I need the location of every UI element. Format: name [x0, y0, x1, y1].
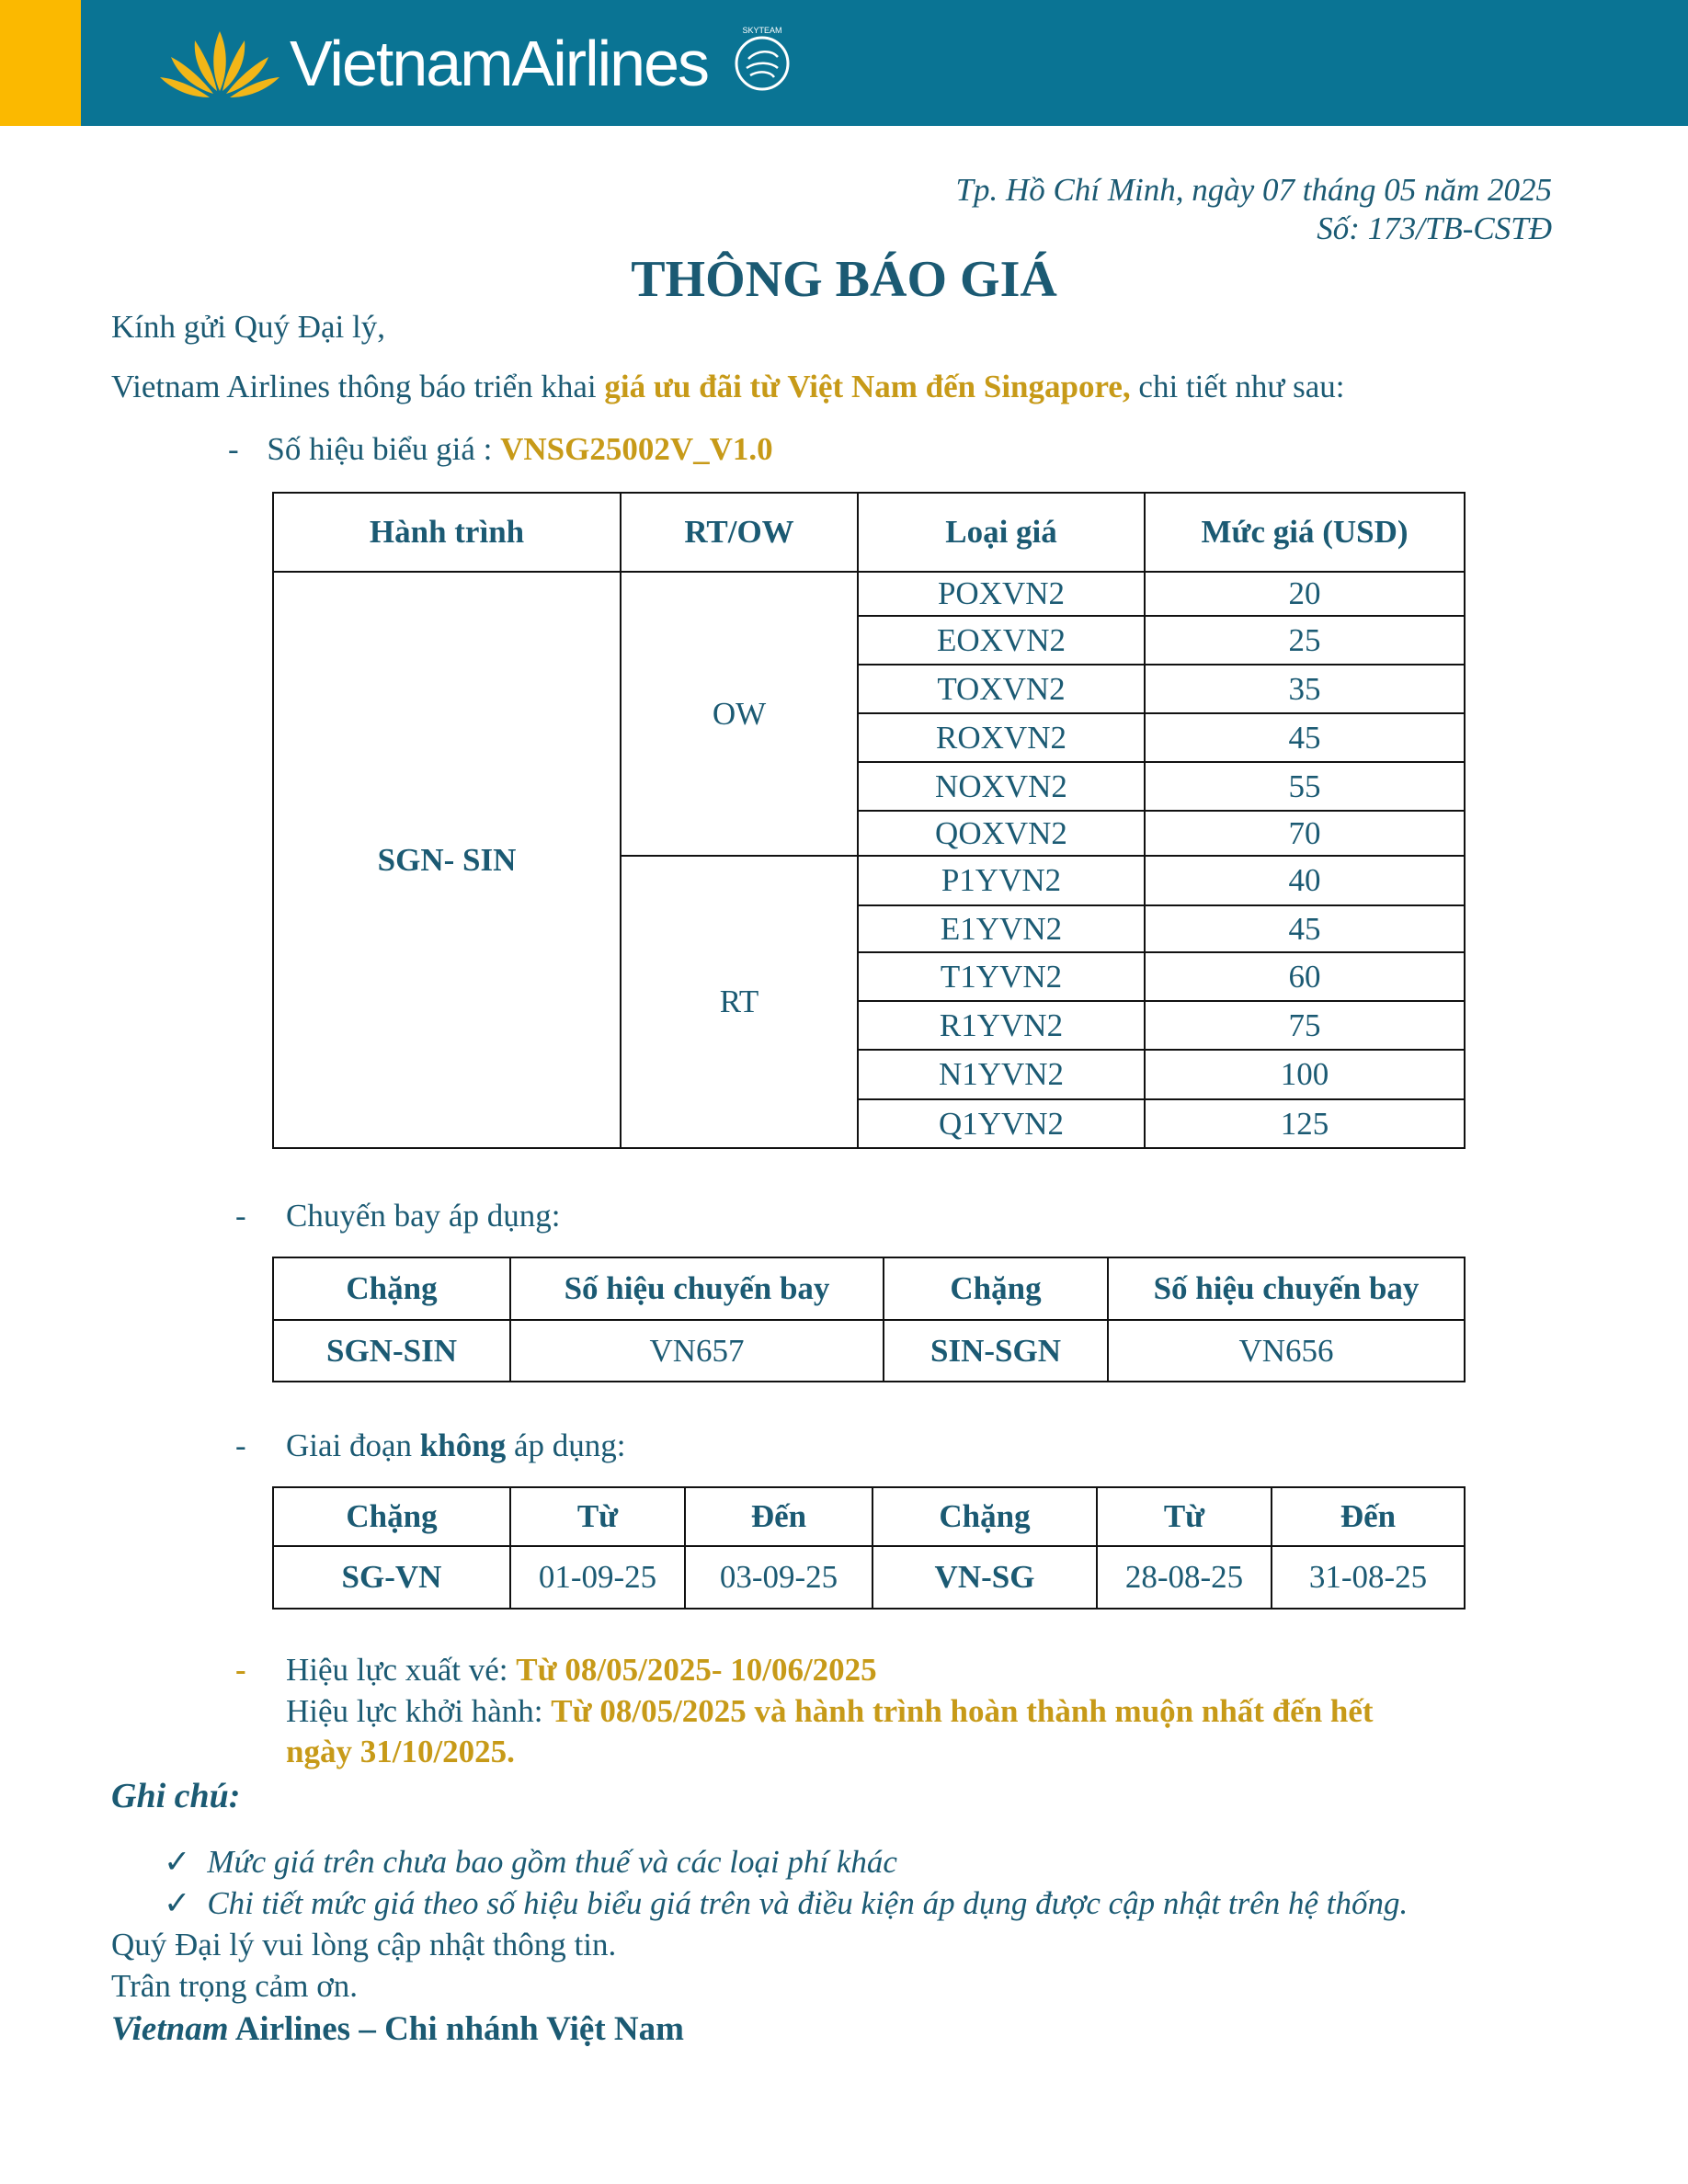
brand-name: VietnamAirlines — [290, 28, 709, 99]
table-header: Hành trình — [273, 493, 621, 572]
table-header: Chặng — [873, 1487, 1097, 1546]
fare-code-line — [228, 431, 773, 468]
fare-code-value: VNSG25002V_V1.0 — [500, 431, 773, 467]
fare-class-cell: R1YVN2 — [858, 1001, 1145, 1050]
signature — [111, 2009, 684, 2049]
fare-price-cell: 25 — [1145, 616, 1465, 665]
table-header: Loại giá — [858, 493, 1145, 572]
table-header-row — [273, 493, 1465, 572]
notes-title: Ghi chú: — [111, 1777, 241, 1815]
document-number: Số: 173/TB-CSTĐ — [1317, 210, 1552, 246]
vietnam-airlines-logo — [158, 13, 804, 114]
travel-validity — [286, 1693, 1374, 1730]
fare-price-cell: 125 — [1145, 1099, 1465, 1148]
checkmark-icon: ✓ — [164, 1885, 191, 1921]
table-header: Số hiệu chuyến bay — [1108, 1257, 1465, 1320]
note-item — [164, 1844, 897, 1881]
sector-cell: SG-VN — [273, 1546, 510, 1609]
travel-label: Hiệu lực khởi hành: — [286, 1693, 552, 1729]
page-title: THÔNG BÁO GIÁ — [631, 251, 1057, 308]
note-text: Chi tiết mức giá theo số hiệu biểu giá trên và điều kiện áp dụng được cập nhật trên hệ thống. — [207, 1885, 1409, 1921]
trip-type-cell: RT — [621, 856, 858, 1148]
bullet-dash: - — [228, 431, 239, 467]
date-block — [956, 171, 1552, 248]
signature-rest: Airlines – Chi nhánh Việt Nam — [228, 2010, 684, 2048]
fare-price-cell: 40 — [1145, 856, 1465, 905]
skyteam-label: SKYTEAM — [742, 26, 782, 35]
table-row — [273, 572, 1465, 616]
table-header: Từ — [1097, 1487, 1272, 1546]
table-header: Chặng — [273, 1257, 510, 1320]
closing-line-1: Quý Đại lý vui lòng cập nhật thông tin. — [111, 1927, 617, 1962]
closing-line-2: Trân trọng cảm ơn. — [111, 1968, 359, 2004]
bullet-dash: - — [235, 1198, 246, 1234]
ticketing-value: Từ 08/05/2025- 10/06/2025 — [516, 1652, 877, 1688]
table-header: RT/OW — [621, 493, 858, 572]
note-text: Mức giá trên chưa bao gồm thuế và các loại phí khác — [207, 1844, 897, 1880]
flights-table — [272, 1257, 1466, 1382]
table-header: Số hiệu chuyến bay — [510, 1257, 884, 1320]
fare-class-cell: E1YVN2 — [858, 905, 1145, 952]
date-to-cell: 31-08-25 — [1272, 1546, 1465, 1609]
route-cell: SGN- SIN — [273, 572, 621, 1148]
fare-class-cell: P1YVN2 — [858, 856, 1145, 905]
trip-type-cell: OW — [621, 572, 858, 856]
fare-price-cell: 55 — [1145, 762, 1465, 811]
checkmark-icon: ✓ — [164, 1844, 191, 1880]
fare-price-cell: 75 — [1145, 1001, 1465, 1050]
signature-italic: Vietnam — [111, 2010, 229, 2048]
blackout-label-bold: không — [419, 1428, 507, 1463]
fare-table — [272, 492, 1466, 1149]
flight-number-cell: VN657 — [510, 1320, 884, 1382]
table-header: Đến — [685, 1487, 873, 1546]
intro-paragraph — [111, 369, 1345, 405]
fare-price-cell: 100 — [1145, 1050, 1465, 1099]
fare-class-cell: QOXVN2 — [858, 811, 1145, 856]
table-header: Đến — [1272, 1487, 1465, 1546]
blackout-label — [286, 1428, 625, 1464]
travel-value-line1: Từ 08/05/2025 và hành trình hoàn thành muộn nhất đến hết — [551, 1693, 1374, 1729]
note-item — [164, 1885, 1408, 1922]
intro-before: Vietnam Airlines thông báo triển khai — [111, 369, 605, 404]
sector-cell: VN-SG — [873, 1546, 1097, 1609]
travel-value-line2: ngày 31/10/2025. — [286, 1734, 515, 1769]
skyteam-icon — [721, 22, 804, 105]
table-row — [273, 1320, 1465, 1382]
flight-number-cell: VN656 — [1108, 1320, 1465, 1382]
date-line: Tp. Hồ Chí Minh, ngày 07 tháng 05 năm 2025 — [955, 172, 1552, 208]
table-header-row — [273, 1487, 1465, 1546]
fare-price-cell: 45 — [1145, 713, 1465, 762]
fare-class-cell: NOXVN2 — [858, 762, 1145, 811]
blackout-table — [272, 1486, 1466, 1610]
fare-class-cell: POXVN2 — [858, 572, 1145, 616]
fare-class-cell: EOXVN2 — [858, 616, 1145, 665]
flights-label: Chuyến bay áp dụng: — [286, 1198, 561, 1234]
intro-highlight: giá ưu đãi từ Việt Nam đến Singapore, — [604, 369, 1131, 404]
fare-class-cell: TOXVN2 — [858, 665, 1145, 713]
table-header-row — [273, 1257, 1465, 1320]
ticketing-label: Hiệu lực xuất vé: — [286, 1652, 517, 1688]
fare-class-cell: T1YVN2 — [858, 952, 1145, 1001]
fare-class-cell: Q1YVN2 — [858, 1099, 1145, 1148]
intro-after: chi tiết như sau: — [1130, 369, 1345, 404]
blackout-label-before: Giai đoạn — [286, 1428, 420, 1463]
header-banner — [0, 0, 1688, 126]
fare-price-cell: 35 — [1145, 665, 1465, 713]
header-yellow-stripe — [0, 0, 81, 126]
table-header: Từ — [510, 1487, 685, 1546]
table-header: Chặng — [884, 1257, 1108, 1320]
fare-code-label: Số hiệu biểu giá : — [267, 431, 501, 467]
date-from-cell: 01-09-25 — [510, 1546, 685, 1609]
sector-cell: SGN-SIN — [273, 1320, 510, 1382]
date-from-cell: 28-08-25 — [1097, 1546, 1272, 1609]
fare-price-cell: 20 — [1145, 572, 1465, 616]
sector-cell: SIN-SGN — [884, 1320, 1108, 1382]
lotus-icon — [158, 22, 282, 105]
bullet-dash: - — [235, 1652, 246, 1688]
fare-class-cell: ROXVN2 — [858, 713, 1145, 762]
fare-price-cell: 70 — [1145, 811, 1465, 856]
table-row — [273, 1546, 1465, 1609]
fare-class-cell: N1YVN2 — [858, 1050, 1145, 1099]
table-header: Chặng — [273, 1487, 510, 1546]
fare-price-cell: 45 — [1145, 905, 1465, 952]
blackout-label-after: áp dụng: — [506, 1428, 626, 1463]
date-to-cell: 03-09-25 — [685, 1546, 873, 1609]
table-header: Mức giá (USD) — [1145, 493, 1465, 572]
bullet-dash: - — [235, 1428, 246, 1463]
ticketing-validity — [286, 1652, 877, 1689]
fare-price-cell: 60 — [1145, 952, 1465, 1001]
greeting: Kính gửi Quý Đại lý, — [111, 309, 385, 345]
